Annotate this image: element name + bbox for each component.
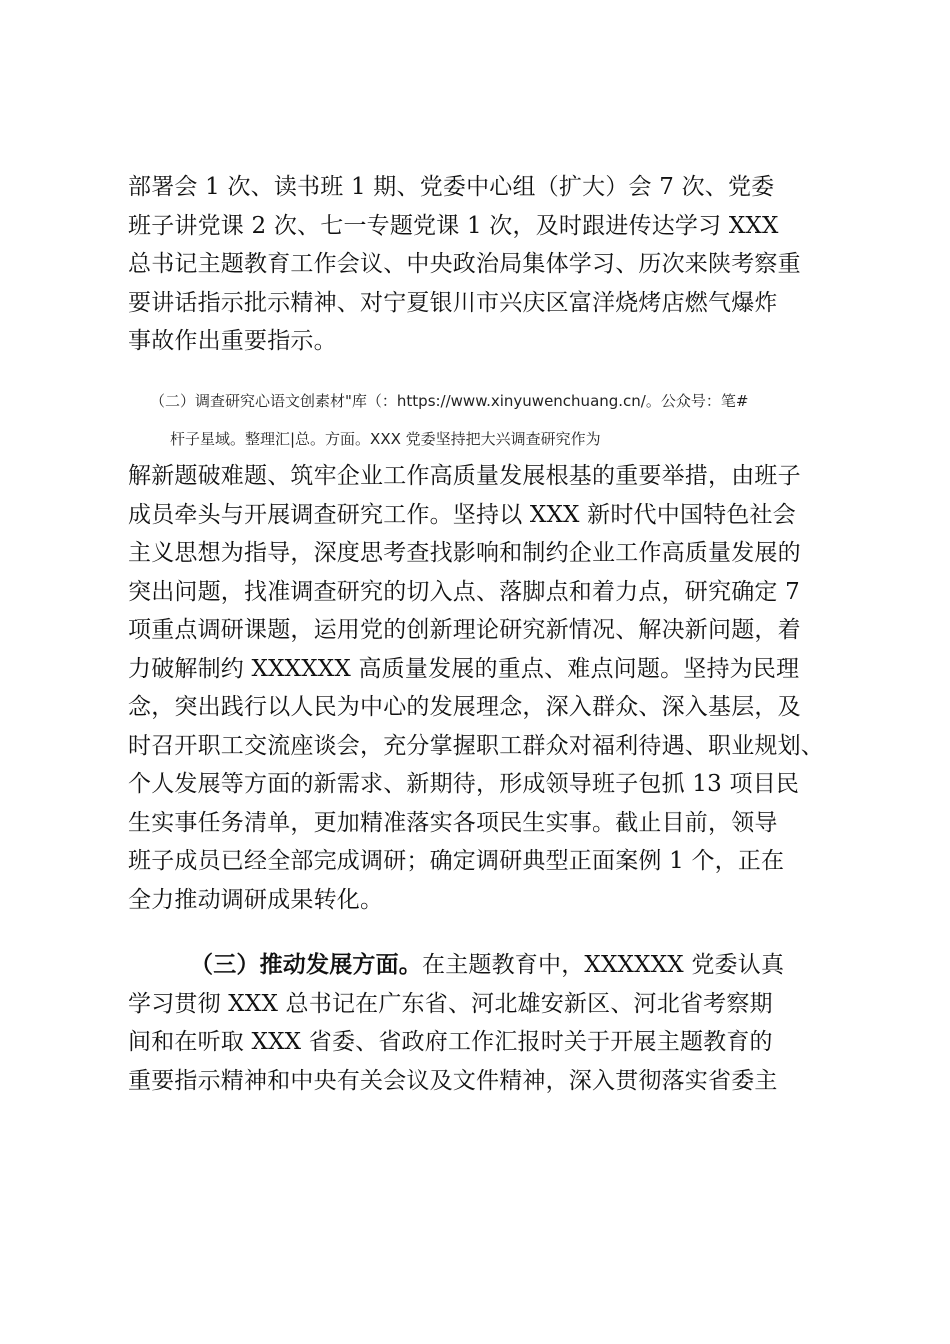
watermark-line-2: [170, 428, 870, 450]
text-line: 个人发展等方面的新需求、新期待，形成领导班子包抓 13 项目民: [128, 771, 800, 797]
watermark-text: 杆子星域。整理汇|总。方面。XXX 党委坚持把大兴调查研究作为: [170, 430, 601, 448]
text-line: 力破解制约 XXXXXX 高质量发展的重点、难点问题。坚持为民理: [128, 655, 800, 682]
text-line: 主义思想为指导，深度思考查找影响和制约企业工作高质量发展的: [128, 540, 801, 566]
paragraph-1: [128, 168, 838, 361]
text-line: 事故作出重要指示。: [128, 328, 337, 354]
text-line: 总书记主题教育工作会议、中央政治局集体学习、历次来陕考察重: [128, 251, 801, 277]
text-line: 班子讲党课 2 次、七一专题党课 1 次，及时跟进传达学习 XXX: [128, 212, 779, 239]
paragraph-2: [128, 457, 838, 919]
text-line: 念，突出践行以人民为中心的发展理念，深入群众、深入基层，及: [128, 694, 801, 720]
text-line: 解新题破难题、筑牢企业工作高质量发展根基的重要举措，由班子: [128, 463, 801, 489]
text-line: 项重点调研课题，运用党的创新理论研究新情况、解决新问题，着: [128, 617, 801, 643]
text-line: 突出问题，找准调查研究的切入点、落脚点和着力点，研究确定 7: [128, 578, 800, 605]
section-heading: （三）推动发展方面。: [190, 952, 422, 978]
text-line: 部署会 1 次、读书班 1 期、党委中心组（扩大）会 7 次、党委: [128, 174, 775, 200]
text-line: 重要指示精神和中央有关会议及文件精神，深入贯彻落实省委主: [128, 1067, 778, 1094]
watermark-line-1: [150, 390, 850, 412]
paragraph-3-first-line: [128, 946, 838, 985]
watermark-text: （二）调查研究心语文创素材"库（：https://www.xinyuwenchuang.cn/。公众号：笔#: [150, 392, 749, 410]
text-line: 生实事任务清单，更加精准落实各项民生实事。截止目前，领导: [128, 809, 778, 836]
text-line: 学习贯彻 XXX 总书记在广东省、河北雄安新区、河北省考察期: [128, 990, 773, 1017]
text-line: 班子成员已经全部完成调研；确定调研典型正面案例 1 个，正在: [128, 848, 785, 874]
text-line: 成员牵头与开展调查研究工作。坚持以 XXX 新时代中国特色社会: [128, 501, 796, 528]
text-line: 间和在听取 XXX 省委、省政府工作汇报时关于开展主题教育的: [128, 1029, 773, 1055]
paragraph-3: [128, 946, 838, 1100]
text-line: 全力推动调研成果转化。: [128, 886, 384, 913]
text-segment: 在主题教育中，XXXXXX 党委认真: [422, 952, 785, 978]
text-line: 要讲话指示批示精神、对宁夏银川市兴庆区富洋烧烤店燃气爆炸: [128, 289, 778, 316]
text-line: 时召开职工交流座谈会，充分掌握职工群众对福利待遇、职业规划、: [128, 732, 824, 759]
